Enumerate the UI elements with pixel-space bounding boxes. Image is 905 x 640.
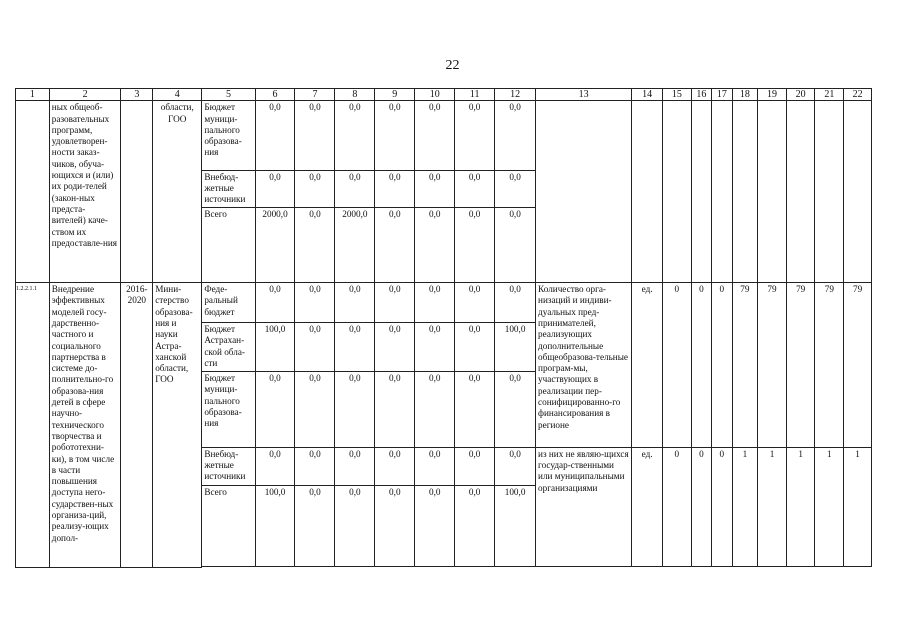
amount-cell: 0,0 xyxy=(495,208,536,233)
column-header: 6 xyxy=(255,89,295,101)
amount-cell: 0,0 xyxy=(255,447,295,485)
amount-cell: 0,0 xyxy=(295,372,335,448)
column-header: 22 xyxy=(844,89,872,101)
funding-source-cell: Внебюд-жетные источники xyxy=(202,170,255,208)
column-header: 13 xyxy=(536,89,632,101)
spacer-cell xyxy=(495,567,536,568)
column-header: 3 xyxy=(121,89,153,101)
amount-cell: 0,0 xyxy=(495,283,536,323)
spacer-cell xyxy=(335,567,375,568)
amount-cell: 0,0 xyxy=(255,372,295,448)
amount-cell: 0,0 xyxy=(295,101,335,171)
page-number: 22 xyxy=(445,58,460,73)
value-cell: 0 xyxy=(662,447,691,567)
value-cell xyxy=(844,101,872,283)
amount-cell: 0,0 xyxy=(295,485,335,505)
value-cell: 1 xyxy=(786,447,815,567)
amount-cell: 0,0 xyxy=(415,283,455,323)
value-cell xyxy=(691,101,711,283)
filler-cell xyxy=(415,233,455,283)
amount-cell: 2000,0 xyxy=(255,208,295,233)
filler-cell xyxy=(255,506,295,567)
value-cell: 0 xyxy=(662,283,691,448)
column-header: 12 xyxy=(495,89,536,101)
value-cell: 79 xyxy=(786,283,815,448)
column-header: 16 xyxy=(691,89,711,101)
column-header: 10 xyxy=(415,89,455,101)
amount-cell: 0,0 xyxy=(335,322,375,371)
amount-cell: 0,0 xyxy=(255,283,295,323)
amount-cell: 0,0 xyxy=(455,101,495,171)
amount-cell: 0,0 xyxy=(255,170,295,208)
filler-cell xyxy=(295,233,335,283)
amount-cell: 100,0 xyxy=(255,485,295,505)
column-header: 7 xyxy=(295,89,335,101)
amount-cell: 100,0 xyxy=(495,485,536,505)
filler-cell xyxy=(335,506,375,567)
spacer-cell xyxy=(202,567,255,568)
indicator-cell: из них не являю-щихся государ-ственными или муниципальными организациями xyxy=(536,447,632,567)
value-cell: 79 xyxy=(815,283,844,448)
amount-cell: 0,0 xyxy=(455,283,495,323)
funding-source-cell: Бюджет муници-пального образова-ния xyxy=(202,101,255,171)
value-cell: 0 xyxy=(691,447,711,567)
amount-cell: 0,0 xyxy=(335,283,375,323)
spacer-cell xyxy=(415,567,455,568)
amount-cell: 0,0 xyxy=(415,485,455,505)
amount-cell: 0,0 xyxy=(335,447,375,485)
amount-cell: 0,0 xyxy=(295,322,335,371)
filler-cell xyxy=(295,506,335,567)
column-header: 14 xyxy=(632,89,663,101)
unit-cell: ед. xyxy=(632,283,663,448)
amount-cell: 0,0 xyxy=(415,208,455,233)
value-cell: 79 xyxy=(758,283,787,448)
amount-cell: 2000,0 xyxy=(335,208,375,233)
unit-cell: ед. xyxy=(632,447,663,567)
amount-cell: 0,0 xyxy=(495,372,536,448)
amount-cell: 0,0 xyxy=(455,372,495,448)
amount-cell: 0,0 xyxy=(295,208,335,233)
amount-cell: 100,0 xyxy=(495,322,536,371)
filler-cell xyxy=(202,233,255,283)
filler-cell xyxy=(335,233,375,283)
column-header: 2 xyxy=(49,89,121,101)
amount-cell: 0,0 xyxy=(415,372,455,448)
amount-cell: 0,0 xyxy=(335,101,375,171)
amount-cell: 0,0 xyxy=(375,208,415,233)
amount-cell: 0,0 xyxy=(495,447,536,485)
amount-cell: 0,0 xyxy=(495,101,536,171)
spacer-cell xyxy=(255,567,295,568)
value-cell xyxy=(712,101,732,283)
value-cell xyxy=(662,101,691,283)
column-header: 15 xyxy=(662,89,691,101)
amount-cell: 0,0 xyxy=(335,170,375,208)
amount-cell: 0,0 xyxy=(455,485,495,505)
amount-cell: 0,0 xyxy=(415,101,455,171)
amount-cell: 0,0 xyxy=(455,208,495,233)
amount-cell: 0,0 xyxy=(335,485,375,505)
amount-cell: 0,0 xyxy=(375,447,415,485)
value-cell xyxy=(815,101,844,283)
amount-cell: 0,0 xyxy=(415,170,455,208)
amount-cell: 0,0 xyxy=(455,170,495,208)
filler-cell xyxy=(202,506,255,567)
executor-cell: области, ГОО xyxy=(153,101,202,283)
filler-cell xyxy=(495,233,536,283)
amount-cell: 0,0 xyxy=(455,322,495,371)
value-cell: 1 xyxy=(844,447,872,567)
amount-cell: 100,0 xyxy=(255,322,295,371)
amount-cell: 0,0 xyxy=(375,322,415,371)
funding-source-cell: Всего xyxy=(202,485,255,505)
value-cell: 1 xyxy=(732,447,758,567)
unit-cell xyxy=(632,101,663,283)
column-header: 5 xyxy=(202,89,255,101)
program-table xyxy=(15,88,872,568)
column-header: 18 xyxy=(732,89,758,101)
activity-name-cell: ных общеоб-разовательных программ, удовлетворен-ности заказ-чиков, обуча-ющихся и (или) их роди-телей (закон-ных предста-вителей) каче-ством их предоставле-ния xyxy=(49,101,121,283)
amount-cell: 0,0 xyxy=(255,101,295,171)
amount-cell: 0,0 xyxy=(415,447,455,485)
amount-cell: 0,0 xyxy=(295,283,335,323)
filler-cell xyxy=(375,233,415,283)
table-row xyxy=(16,283,872,323)
row-number-cell: 1.2.2.1.1 xyxy=(16,283,50,568)
value-cell xyxy=(732,101,758,283)
spacer-cell xyxy=(455,567,495,568)
amount-cell: 0,0 xyxy=(375,485,415,505)
amount-cell: 0,0 xyxy=(295,447,335,485)
amount-cell: 0,0 xyxy=(375,101,415,171)
value-cell: 0 xyxy=(691,283,711,448)
amount-cell: 0,0 xyxy=(495,170,536,208)
column-header: 1 xyxy=(16,89,50,101)
filler-cell xyxy=(255,233,295,283)
period-cell xyxy=(121,101,153,283)
indicator-cell xyxy=(536,101,632,283)
column-header: 21 xyxy=(815,89,844,101)
value-cell xyxy=(786,101,815,283)
filler-cell xyxy=(495,506,536,567)
column-header: 17 xyxy=(712,89,732,101)
amount-cell: 0,0 xyxy=(375,372,415,448)
filler-cell xyxy=(455,506,495,567)
header-row xyxy=(16,89,872,101)
filler-cell xyxy=(415,506,455,567)
amount-cell: 0,0 xyxy=(455,447,495,485)
filler-cell xyxy=(375,506,415,567)
period-cell: 2016-2020 xyxy=(121,283,153,568)
column-header: 19 xyxy=(758,89,787,101)
value-cell: 1 xyxy=(815,447,844,567)
executor-cell: Мини-стерство образова-ния и науки Астра-ханской области, ГОО xyxy=(153,283,202,568)
value-cell: 0 xyxy=(712,447,732,567)
amount-cell: 0,0 xyxy=(375,170,415,208)
value-cell: 79 xyxy=(732,283,758,448)
value-cell xyxy=(758,101,787,283)
amount-cell: 0,0 xyxy=(375,283,415,323)
column-header: 20 xyxy=(786,89,815,101)
column-header: 9 xyxy=(375,89,415,101)
row-number-cell xyxy=(16,101,50,283)
filler-cell xyxy=(455,233,495,283)
activity-name-cell: Внедрение эффективных моделей госу-дарственно-частного и социального партнерства в системе до-полнительно-го образова-ния детей в сфере научно-технического творчества и робототехни-ки), в том числе в части повышения доступа него-сударствен-ных организа-ций, реализу-ющих допол- xyxy=(49,283,121,568)
column-header: 11 xyxy=(455,89,495,101)
spacer-cell xyxy=(295,567,335,568)
column-header: 8 xyxy=(335,89,375,101)
spacer-cell xyxy=(375,567,415,568)
value-cell: 0 xyxy=(712,283,732,448)
funding-source-cell: Бюджет Астрахан-ской обла-сти xyxy=(202,322,255,371)
funding-source-cell: Всего xyxy=(202,208,255,233)
column-header: 4 xyxy=(153,89,202,101)
table-row xyxy=(16,101,872,171)
amount-cell: 0,0 xyxy=(415,322,455,371)
indicator-cell: Количество орга-низаций и индиви-дуальных пред-принимателей, реализующих дополнительные общеобразова-тельные програм-мы, участвующих в реализации пер-сонифицированно-го финансирования в регионе xyxy=(536,283,632,448)
funding-source-cell: Внебюд-жетные источники xyxy=(202,447,255,485)
value-cell: 79 xyxy=(844,283,872,448)
amount-cell: 0,0 xyxy=(295,170,335,208)
funding-source-cell: Бюджет муници-пального образова-ния xyxy=(202,372,255,448)
amount-cell: 0,0 xyxy=(335,372,375,448)
value-cell: 1 xyxy=(758,447,787,567)
funding-source-cell: Феде-ральный бюджет xyxy=(202,283,255,323)
